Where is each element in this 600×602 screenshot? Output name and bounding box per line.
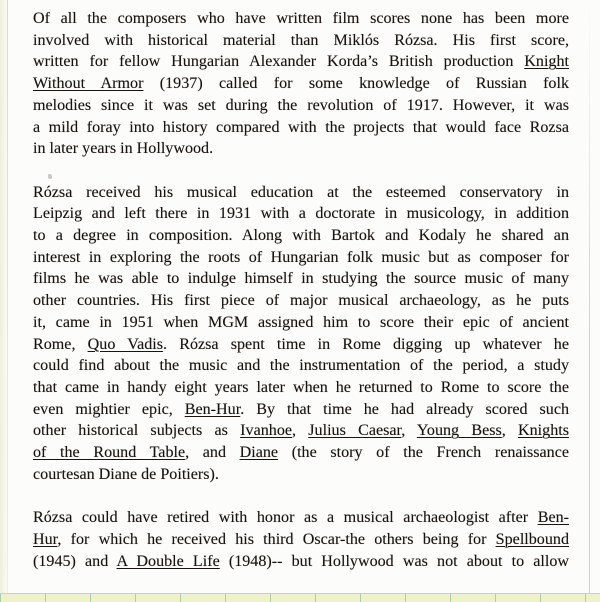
text-segment: (1937) called for some knowledge of Russian folk <box>143 75 569 93</box>
text-segment: Rózsa received his musical education at the esteemed conservatory in <box>33 183 569 201</box>
film-title-underlined: Quo Vadis <box>87 335 164 353</box>
paragraph <box>33 507 569 572</box>
text-segment: in later years in Hollywood. <box>33 140 214 158</box>
text-line <box>33 225 569 247</box>
text-segment: Rome, <box>33 335 88 353</box>
paragraph <box>33 182 569 486</box>
film-title-underlined: Spellbound <box>495 530 569 548</box>
text-segment: that came in handy eight years later when he returned to Rome to score the <box>33 378 569 396</box>
text-segment: courtesan Diane de Poitiers). <box>33 465 219 483</box>
text-segment: , <box>292 422 309 440</box>
film-title-underlined: Ben-Hur <box>184 400 241 418</box>
text-line <box>33 442 569 464</box>
text-segment: , <box>501 422 519 440</box>
text-segment: it, came in 1951 when MGM assigned him to score their epic of ancient <box>33 313 569 331</box>
text-line <box>33 464 569 486</box>
text-segment: Rózsa could have retired with honor as a musical archaeologist after <box>33 509 538 527</box>
text-segment: . By that time he had already scored such <box>240 400 570 418</box>
film-title-underlined: Young Bess <box>416 422 502 440</box>
text-line <box>33 551 569 573</box>
text-segment: , <box>401 422 417 440</box>
text-line <box>33 73 569 95</box>
film-title-underlined: Hur <box>33 530 58 548</box>
text-line <box>33 529 569 551</box>
text-segment: even mightier epic, <box>33 400 185 418</box>
text-line <box>33 117 569 139</box>
text-line <box>33 247 569 269</box>
film-title-underlined: Without Armor <box>33 75 144 93</box>
text-line <box>33 203 569 225</box>
text-line <box>33 290 569 312</box>
text-line <box>33 138 569 160</box>
text-segment: , and <box>185 444 240 462</box>
text-line <box>33 8 569 30</box>
text-segment: (1945) and <box>33 552 117 570</box>
text-line <box>33 399 569 421</box>
text-segment: could find about the music and the instrumentation of the period, a study <box>33 357 569 375</box>
text-line <box>33 420 569 442</box>
page-right-edge-line <box>589 0 590 602</box>
text-segment: . Rózsa spent time in Rome digging up whatever he <box>163 335 569 353</box>
underlying-paper-strip <box>0 593 600 602</box>
document-text <box>33 8 569 572</box>
film-title-underlined: of the Round Table <box>33 444 186 462</box>
text-segment: melodies since it was set during the revolution of 1917. However, it was <box>33 96 569 114</box>
text-line <box>33 507 569 529</box>
text-segment: to a degree in composition. Along with Bartok and Kodaly he shared an <box>33 227 569 245</box>
text-segment: other countries. His first piece of major musical archaeology, as he puts <box>33 292 569 310</box>
film-title-underlined: Knight <box>524 53 569 71</box>
text-line <box>33 268 569 290</box>
paragraph <box>33 8 569 160</box>
film-title-underlined: Julius Caesar <box>308 422 402 440</box>
text-line <box>33 182 569 204</box>
film-title-underlined: Ben- <box>537 509 569 527</box>
page-left-edge-line <box>7 0 8 602</box>
text-segment: other historical subjects as <box>33 422 241 440</box>
text-segment: (the story of the French renaissance <box>278 444 569 462</box>
film-title-underlined: A Double Life <box>116 552 220 570</box>
text-line <box>33 312 569 334</box>
text-segment: Leipzig and left there in 1931 with a doctorate in musicology, in addition <box>33 205 569 223</box>
text-line <box>33 30 569 52</box>
text-line <box>33 95 569 117</box>
text-segment: Of all the composers who have written film scores none has been more <box>33 10 569 27</box>
film-title-underlined: Ivanhoe <box>240 422 293 440</box>
page-left-edge <box>0 0 7 602</box>
film-title-underlined: Knights <box>518 422 569 440</box>
text-segment: (1948)-- but Hollywood was not about to allow <box>219 552 570 570</box>
text-segment: written for fellow Hungarian Alexander Korda’s British production <box>33 53 525 71</box>
film-title-underlined: Diane <box>239 444 279 462</box>
text-segment: interest in exploring the roots of Hungarian folk music but as composer for <box>33 248 569 266</box>
text-segment: a mild foray into history compared with the projects that would face Rozsa <box>33 118 569 136</box>
text-line <box>33 334 569 356</box>
text-line <box>33 355 569 377</box>
text-segment: films he was able to indulge himself in studying the source music of many <box>33 270 569 288</box>
text-segment: involved with historical material than Miklós Rózsa. His first score, <box>33 31 569 49</box>
text-line <box>33 51 569 73</box>
text-line <box>33 377 569 399</box>
text-segment: , for which he received his third Oscar-the others being for <box>57 530 496 548</box>
